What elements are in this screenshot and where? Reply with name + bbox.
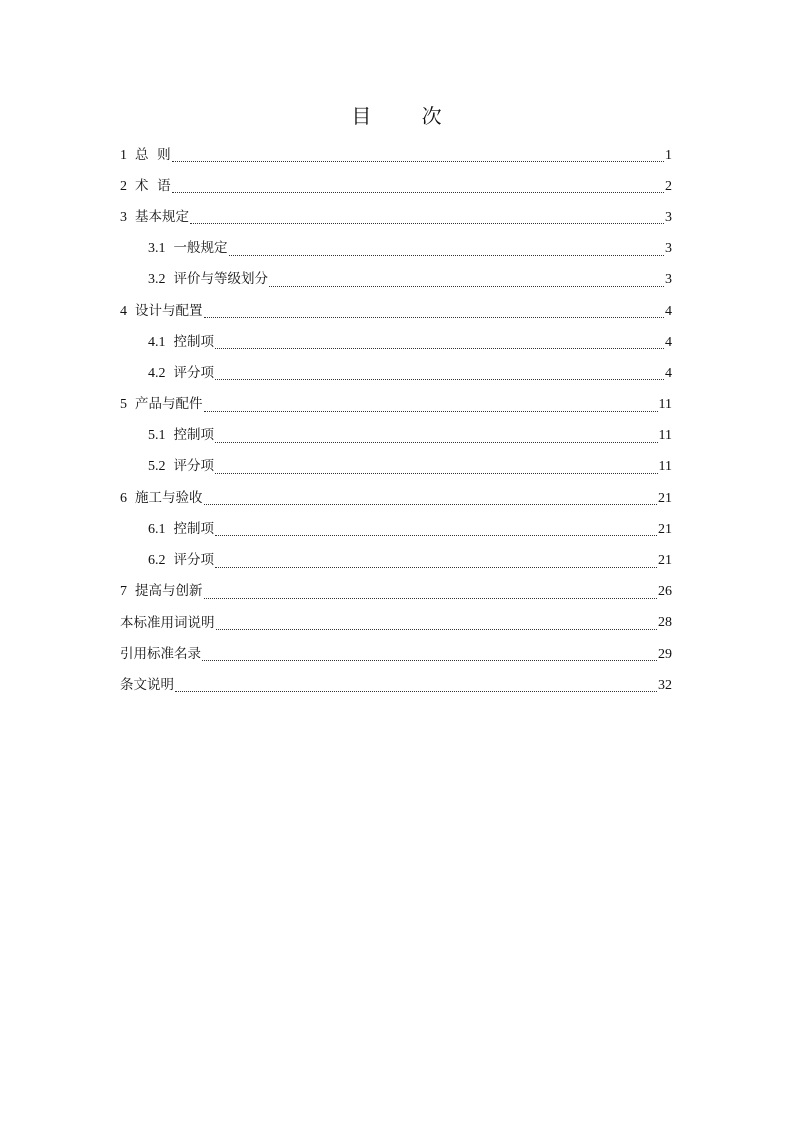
- toc-entry-text: 控制项: [173, 333, 214, 350]
- toc-entry[interactable]: [120, 202, 672, 233]
- dot-leader: [215, 463, 658, 474]
- toc-entry-number: 4: [120, 303, 127, 319]
- toc-entry-page-number: 11: [658, 459, 672, 475]
- dot-leader: [172, 182, 664, 193]
- dot-leader: [202, 650, 657, 661]
- toc-entry[interactable]: [120, 577, 672, 608]
- dot-leader: [269, 276, 664, 287]
- toc-entry-number: 1: [120, 147, 127, 163]
- toc-entry-label: [120, 177, 171, 194]
- dot-leader: [215, 525, 657, 536]
- toc-entry[interactable]: [120, 483, 672, 514]
- dot-leader: [204, 494, 658, 505]
- toc-entry-text: 评价与等级划分: [173, 271, 268, 288]
- toc-entry-text: 评分项: [173, 552, 214, 569]
- toc-entry-text: 评分项: [173, 364, 214, 381]
- toc-entry[interactable]: [120, 265, 672, 296]
- toc-entry-text: 总 则: [135, 146, 171, 163]
- toc-entry-text: 提高与创新: [135, 583, 203, 600]
- table-of-contents: [120, 140, 672, 701]
- dot-leader: [204, 307, 665, 318]
- toc-entry-text: 术 语: [135, 177, 171, 194]
- toc-entry-page-number: 1: [665, 147, 672, 163]
- dot-leader: [175, 681, 657, 692]
- toc-entry-number: 7: [120, 584, 127, 600]
- toc-entry-page-number: 21: [658, 553, 672, 569]
- toc-entry-label: [120, 489, 203, 506]
- toc-entry-label: [148, 429, 214, 443]
- toc-entry-number: 3: [120, 209, 127, 225]
- toc-entry-text: 引用标准名录: [120, 645, 201, 662]
- toc-entry[interactable]: [120, 639, 672, 670]
- dot-leader: [229, 245, 665, 256]
- toc-entry[interactable]: [120, 296, 672, 327]
- toc-entry-text: 设计与配置: [135, 302, 203, 319]
- toc-entry-label: [148, 242, 228, 256]
- toc-entry-label: [148, 333, 214, 350]
- toc-entry[interactable]: [120, 545, 672, 576]
- toc-entry-label: [120, 146, 171, 163]
- toc-entry-page-number: 4: [665, 365, 672, 381]
- toc-entry[interactable]: [120, 390, 672, 421]
- toc-entry-label: [148, 273, 268, 287]
- toc-entry-number: 5.1: [148, 428, 166, 444]
- dot-leader: [172, 151, 664, 162]
- toc-entry-page-number: 28: [658, 615, 672, 631]
- dot-leader: [204, 588, 658, 599]
- toc-entry[interactable]: [120, 452, 672, 483]
- toc-entry-page-number: 4: [665, 334, 672, 350]
- dot-leader: [215, 432, 658, 443]
- toc-title: 目 次: [351, 104, 464, 128]
- toc-entry-label: [120, 302, 203, 319]
- toc-entry-label: [148, 460, 214, 474]
- dot-leader: [216, 619, 658, 630]
- toc-entry-text: 评分项: [173, 458, 214, 475]
- toc-entry-number: 4.1: [148, 334, 166, 350]
- dot-leader: [190, 213, 664, 224]
- toc-entry-page-number: 29: [658, 646, 672, 662]
- toc-entry-number: 6.2: [148, 553, 166, 569]
- toc-entry-label: [148, 520, 214, 537]
- toc-entry-label: [120, 645, 201, 662]
- toc-entry-label: [120, 208, 189, 225]
- toc-entry[interactable]: [120, 171, 672, 202]
- toc-entry[interactable]: [120, 608, 672, 639]
- toc-entry-page-number: 3: [665, 272, 672, 288]
- toc-entry-text: 控制项: [173, 520, 214, 537]
- toc-entry-text: 控制项: [173, 427, 214, 444]
- toc-entry-page-number: 21: [658, 490, 672, 506]
- toc-entry-number: 6: [120, 490, 127, 506]
- toc-entry-page-number: 2: [665, 178, 672, 194]
- toc-entry-text: 基本规定: [135, 208, 189, 225]
- toc-entry-number: 3.1: [148, 241, 166, 257]
- dot-leader: [215, 369, 664, 380]
- toc-entry-number: 5.2: [148, 459, 166, 475]
- dot-leader: [204, 401, 658, 412]
- toc-entry-label: [120, 614, 215, 631]
- toc-entry-page-number: 4: [665, 303, 672, 319]
- toc-entry-number: 4.2: [148, 365, 166, 381]
- toc-entry-page-number: 21: [658, 521, 672, 537]
- toc-entry-text: 一般规定: [173, 240, 228, 257]
- toc-entry-page-number: 26: [658, 584, 672, 600]
- toc-entry-page-number: 11: [658, 397, 672, 413]
- dot-leader: [215, 557, 657, 568]
- toc-entry-number: 6.1: [148, 521, 166, 537]
- toc-entry-label: [148, 554, 214, 568]
- toc-entry-text: 条文说明: [120, 677, 174, 694]
- toc-entry-page-number: 11: [658, 428, 672, 444]
- dot-leader: [215, 338, 664, 349]
- toc-entry[interactable]: [120, 358, 672, 389]
- toc-entry[interactable]: [120, 234, 672, 265]
- toc-entry-page-number: 3: [665, 209, 672, 225]
- toc-entry-number: 5: [120, 397, 127, 413]
- toc-entry[interactable]: [120, 140, 672, 171]
- toc-entry[interactable]: [120, 327, 672, 358]
- toc-entry-page-number: 32: [658, 677, 672, 693]
- toc-entry-text: 本标准用词说明: [120, 614, 215, 631]
- toc-entry-text: 产品与配件: [135, 396, 203, 413]
- toc-entry[interactable]: [120, 514, 672, 545]
- toc-entry-number: 2: [120, 178, 127, 194]
- toc-entry-label: [120, 398, 203, 412]
- toc-entry-label: [148, 364, 214, 381]
- toc-entry-text: 施工与验收: [135, 489, 203, 506]
- toc-entry-label: [120, 679, 174, 693]
- toc-entry[interactable]: [120, 421, 672, 452]
- toc-entry-page-number: 3: [665, 241, 672, 257]
- toc-entry[interactable]: [120, 670, 672, 701]
- toc-entry-number: 3.2: [148, 272, 166, 288]
- toc-entry-label: [120, 585, 203, 599]
